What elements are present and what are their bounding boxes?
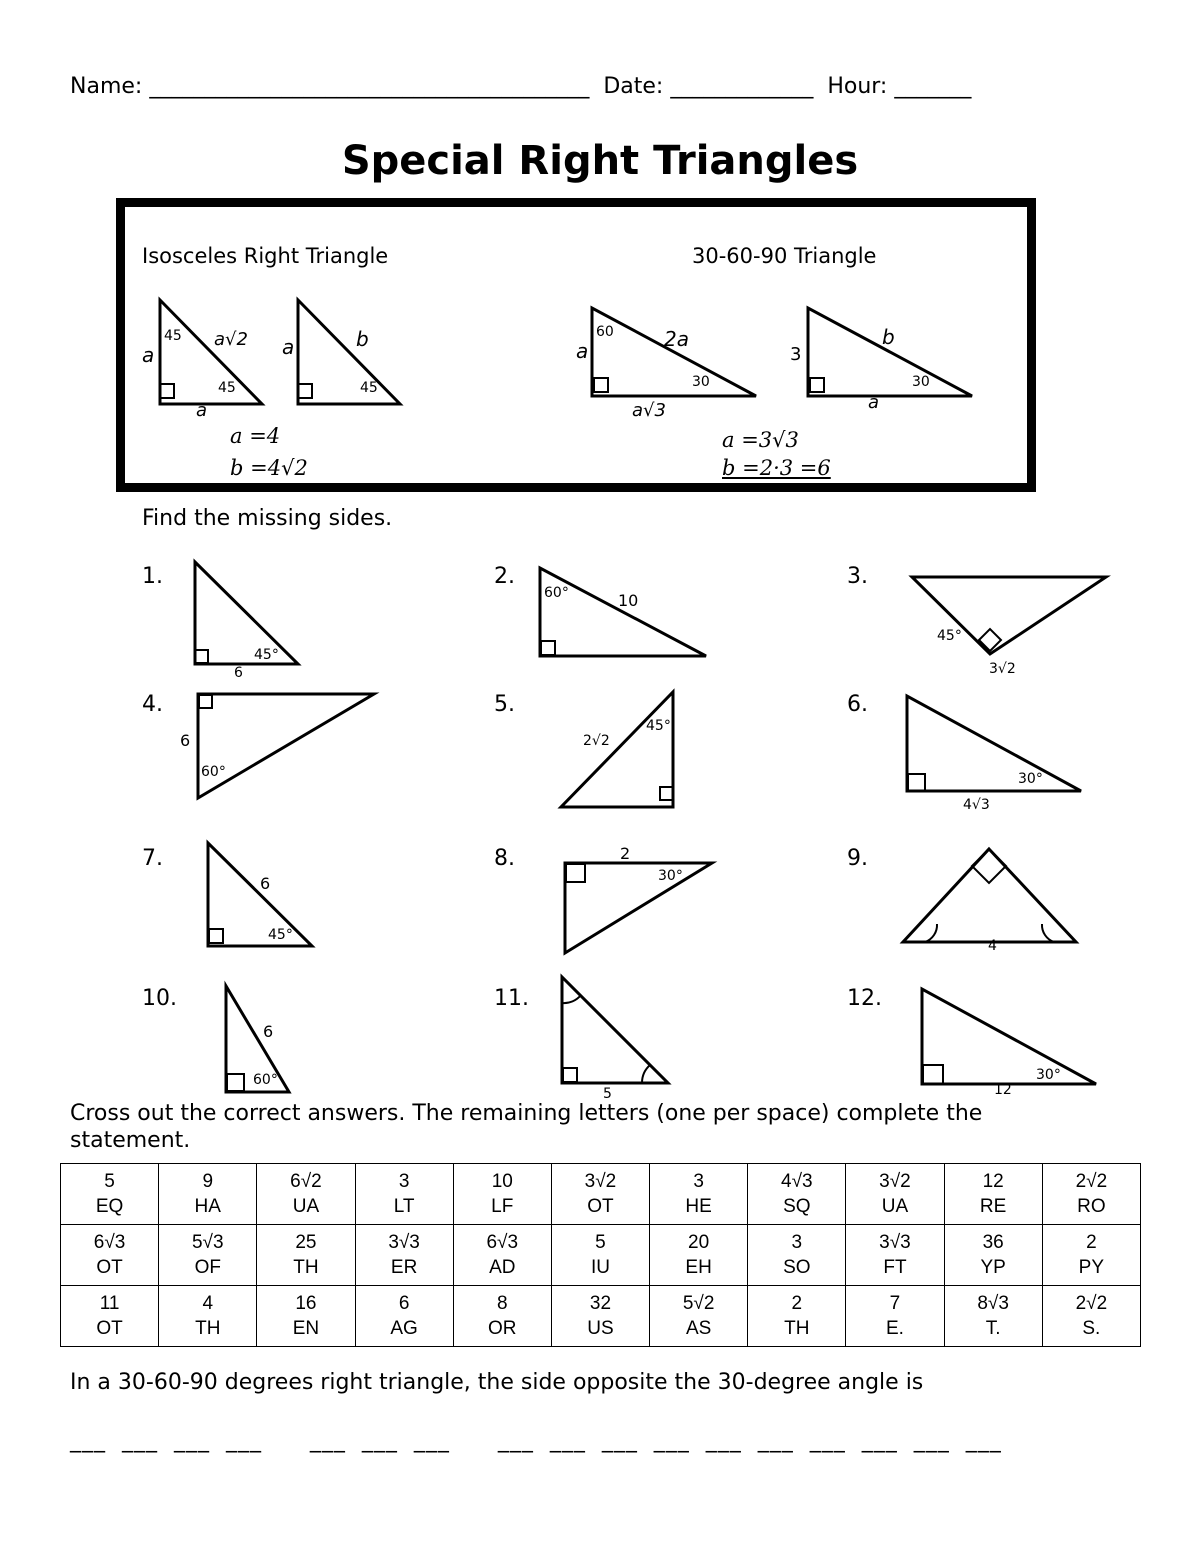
svg-text:a: a: [576, 339, 589, 363]
svg-text:4√3: 4√3: [963, 797, 990, 813]
iso-example-b: b =4√2: [230, 456, 308, 480]
problem-number: 4.: [142, 692, 163, 717]
answer-letters: AG: [390, 1318, 418, 1339]
cross-out-instruction: Cross out the correct answers. The remaining letters (one per space) complete the statement.: [70, 1101, 983, 1153]
answer-letters: RO: [1077, 1196, 1106, 1217]
answer-cell[interactable]: [257, 1286, 355, 1347]
answer-letters: LT: [393, 1196, 415, 1217]
answer-table: [60, 1163, 1141, 1347]
svg-text:5: 5: [603, 1086, 612, 1102]
answer-letters: AD: [489, 1257, 516, 1278]
answer-cell[interactable]: [748, 1164, 846, 1225]
svg-text:6: 6: [234, 665, 243, 681]
problem-number: 7.: [142, 846, 163, 871]
answer-letters: SO: [783, 1257, 811, 1278]
svg-text:2√2: 2√2: [583, 733, 610, 749]
answer-value: 3: [791, 1232, 803, 1253]
svg-text:30°: 30°: [658, 868, 683, 884]
answer-letters: FT: [883, 1257, 907, 1278]
svg-text:60: 60: [596, 324, 614, 340]
answer-value: 7: [889, 1293, 901, 1314]
problem-number: 10.: [142, 986, 177, 1011]
svg-text:4: 4: [988, 938, 997, 954]
answer-value: 8√3: [977, 1293, 1009, 1314]
svg-text:30: 30: [692, 374, 710, 390]
reference-figures: [120, 280, 1020, 480]
answer-cell[interactable]: [650, 1286, 748, 1347]
t30-example-a: a =3√3: [722, 428, 799, 452]
answer-value: 3√3: [388, 1232, 420, 1253]
svg-text:10: 10: [618, 591, 639, 610]
answer-value: 2√2: [1075, 1171, 1108, 1192]
answer-value: 9: [202, 1171, 214, 1192]
answer-letters: HE: [685, 1196, 712, 1217]
answer-letters: E.: [885, 1318, 904, 1339]
header-line: [70, 74, 971, 99]
problem-number: 12.: [847, 986, 882, 1011]
answer-letters: UA: [292, 1196, 320, 1217]
svg-text:a: a: [142, 343, 155, 367]
answer-letters: EH: [685, 1257, 712, 1278]
answer-value: 5√2: [682, 1293, 715, 1314]
answer-letters: TH: [195, 1318, 221, 1339]
t30-example-b: b =2·3 =6: [722, 456, 831, 480]
answer-cell[interactable]: [453, 1286, 551, 1347]
svg-text:30°: 30°: [1036, 1067, 1061, 1083]
answer-value: 36: [982, 1232, 1004, 1253]
name-blank[interactable]: ________________________________________: [149, 74, 590, 99]
answer-cell[interactable]: [650, 1225, 748, 1286]
answer-letters: US: [587, 1318, 614, 1339]
svg-text:3: 3: [790, 344, 802, 365]
answer-value: 3√3: [879, 1232, 911, 1253]
answer-letters: S.: [1082, 1318, 1101, 1339]
answer-cell[interactable]: [551, 1286, 649, 1347]
svg-text:45°: 45°: [937, 628, 962, 644]
answer-letters: YP: [980, 1257, 1006, 1278]
problem-number: 11.: [494, 986, 529, 1011]
answer-letters: OR: [488, 1318, 517, 1339]
answer-cell[interactable]: [257, 1225, 355, 1286]
svg-text:2a: 2a: [664, 327, 689, 351]
date-label: Date:: [603, 74, 664, 99]
answer-row: [61, 1286, 1141, 1347]
isosceles-title: Isosceles Right Triangle: [142, 244, 389, 268]
answer-value: 3: [398, 1171, 410, 1192]
page-title: Special Right Triangles: [341, 138, 859, 184]
answer-value: 8: [496, 1293, 508, 1314]
answer-cell[interactable]: [944, 1225, 1042, 1286]
answer-letters: IU: [590, 1257, 610, 1278]
svg-text:12: 12: [994, 1082, 1012, 1098]
answer-letters: OF: [194, 1257, 221, 1278]
answer-value: 12: [982, 1171, 1004, 1192]
answer-cell[interactable]: [159, 1286, 257, 1347]
svg-text:2: 2: [620, 844, 631, 863]
answer-value: 3√2: [584, 1171, 617, 1192]
answer-row: [61, 1225, 1141, 1286]
answer-value: 5: [595, 1232, 606, 1253]
problem-number: 2.: [494, 564, 515, 589]
answer-letters: OT: [96, 1257, 123, 1278]
answer-value: 20: [688, 1232, 710, 1253]
hour-label: Hour:: [827, 74, 888, 99]
answer-value: 2√2: [1075, 1293, 1108, 1314]
answer-cell[interactable]: [159, 1225, 257, 1286]
answer-letters: UA: [881, 1196, 909, 1217]
svg-text:45: 45: [218, 380, 236, 396]
svg-text:a: a: [868, 392, 880, 413]
answer-cell[interactable]: [61, 1286, 159, 1347]
svg-text:b: b: [882, 325, 895, 349]
answer-letters: PY: [1078, 1257, 1105, 1278]
svg-text:a√3: a√3: [632, 400, 666, 421]
answer-value: 16: [295, 1293, 317, 1314]
svg-text:60°: 60°: [201, 764, 226, 780]
answer-cell[interactable]: [551, 1225, 649, 1286]
answer-letters: RE: [979, 1196, 1007, 1217]
thirty-sixty-ninety-title: 30-60-90 Triangle: [692, 244, 877, 268]
answer-value: 4√3: [781, 1171, 813, 1192]
answer-value: 3√2: [879, 1171, 911, 1192]
svg-text:30°: 30°: [1018, 771, 1043, 787]
hour-blank[interactable]: _______: [894, 74, 972, 99]
answer-cell[interactable]: [257, 1164, 355, 1225]
answer-value: 6√3: [93, 1232, 126, 1253]
answer-cell[interactable]: [1042, 1164, 1140, 1225]
svg-text:45°: 45°: [254, 647, 279, 663]
answer-cell[interactable]: [748, 1286, 846, 1347]
answer-letters: HA: [194, 1196, 221, 1217]
answer-cell[interactable]: [61, 1225, 159, 1286]
answer-letters: LF: [491, 1196, 514, 1217]
svg-text:3√2: 3√2: [989, 661, 1016, 677]
answer-value: 6√3: [486, 1232, 519, 1253]
answer-cell[interactable]: [846, 1286, 944, 1347]
answer-value: 25: [295, 1232, 317, 1253]
answer-cell[interactable]: [650, 1164, 748, 1225]
name-label: Name:: [70, 74, 143, 99]
answer-value: 6: [398, 1293, 410, 1314]
answer-value: 32: [589, 1293, 612, 1314]
answer-value: 6√2: [290, 1171, 322, 1192]
answer-value: 3: [693, 1171, 704, 1192]
answer-cell[interactable]: [846, 1164, 944, 1225]
answer-cell[interactable]: [453, 1164, 551, 1225]
find-sides-instruction: Find the missing sides.: [142, 506, 393, 531]
problem-number: 5.: [494, 692, 515, 717]
answer-letters: AS: [685, 1318, 712, 1339]
answer-value: 5√3: [191, 1232, 224, 1253]
date-blank[interactable]: _____________: [670, 74, 814, 99]
answer-cell[interactable]: [748, 1225, 846, 1286]
answer-row: [61, 1164, 1141, 1225]
answer-value: 11: [99, 1293, 120, 1314]
answer-cell[interactable]: [944, 1164, 1042, 1225]
problem-number: 1.: [142, 564, 163, 589]
svg-text:45°: 45°: [268, 927, 293, 943]
answer-cell[interactable]: [453, 1225, 551, 1286]
answer-cell[interactable]: [355, 1164, 453, 1225]
answer-value: 10: [491, 1171, 513, 1192]
svg-text:30: 30: [912, 374, 930, 390]
svg-text:60°: 60°: [544, 585, 569, 601]
answer-value: 2: [791, 1293, 803, 1314]
svg-text:60°: 60°: [253, 1072, 278, 1088]
answer-value: 4: [202, 1293, 214, 1314]
answer-value: 5: [104, 1171, 115, 1192]
answer-cell[interactable]: [355, 1286, 453, 1347]
answer-letters: SQ: [783, 1196, 811, 1217]
problem-number: 3.: [847, 564, 868, 589]
iso-example-a: a =4: [230, 424, 281, 448]
problem-figures: [0, 550, 1200, 1100]
answer-letters: EQ: [95, 1196, 124, 1217]
answer-cell[interactable]: [846, 1225, 944, 1286]
answer-cell[interactable]: [355, 1225, 453, 1286]
svg-text:b: b: [356, 327, 369, 351]
answer-blanks[interactable]: ___ ___ ___ ___ ___ ___ ___ ___ ___ ___ ___ ___ ___ ___ ___ ___ ___: [70, 1428, 1002, 1453]
answer-letters: TH: [784, 1318, 810, 1339]
svg-text:6: 6: [180, 731, 191, 750]
answer-cell[interactable]: [1042, 1286, 1140, 1347]
answer-cell[interactable]: [1042, 1225, 1140, 1286]
answer-cell[interactable]: [61, 1164, 159, 1225]
answer-cell[interactable]: [159, 1164, 257, 1225]
svg-text:45: 45: [164, 328, 182, 344]
svg-text:45: 45: [360, 380, 378, 396]
answer-letters: T.: [985, 1318, 1001, 1339]
svg-text:a√2: a√2: [214, 329, 248, 350]
svg-text:6: 6: [263, 1022, 274, 1041]
answer-cell[interactable]: [551, 1164, 649, 1225]
svg-text:a: a: [282, 335, 295, 359]
svg-text:45°: 45°: [646, 718, 671, 734]
answer-value: 2: [1086, 1232, 1097, 1253]
statement-text: In a 30-60-90 degrees right triangle, the side opposite the 30-degree angle is: [70, 1370, 924, 1395]
answer-letters: EN: [292, 1318, 320, 1339]
answer-letters: OT: [587, 1196, 614, 1217]
problem-number: 6.: [847, 692, 868, 717]
answer-cell[interactable]: [944, 1286, 1042, 1347]
svg-text:a: a: [196, 400, 208, 421]
answer-letters: TH: [293, 1257, 319, 1278]
answer-letters: ER: [390, 1257, 418, 1278]
svg-text:6: 6: [260, 874, 271, 893]
problem-number: 9.: [847, 846, 868, 871]
answer-letters: OT: [96, 1318, 123, 1339]
problem-number: 8.: [494, 846, 515, 871]
